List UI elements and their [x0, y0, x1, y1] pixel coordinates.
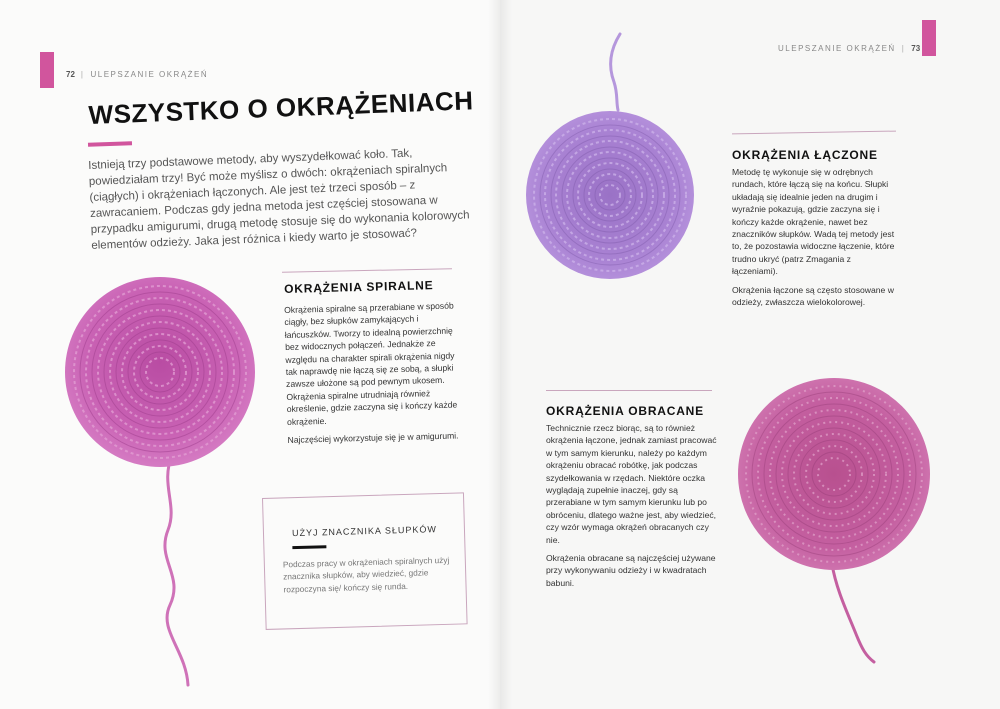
- left-page-number: 72: [66, 70, 75, 79]
- page-title: WSZYSTKO O OKRĄŻENIACH: [88, 85, 474, 130]
- turned-paragraph-2: Okrążenia obracane są najczęściej używane przy wykonywaniu odzieży i w kwadratach babuni.: [546, 553, 716, 588]
- title-accent-bar: [88, 141, 132, 147]
- joined-body: [732, 166, 898, 314]
- joined-paragraph-2: Okrążenia łączone są często stosowane w odzieży, zwłaszcza wielokolorowej.: [732, 284, 894, 308]
- left-running-head: ULEPSZANIE OKRĄŻEŃ: [90, 70, 209, 79]
- spiral-heading: OKRĄŻENIA SPIRALNE: [284, 278, 434, 296]
- joined-crochet-circle-image: [524, 30, 704, 290]
- spiral-crochet-circle-image: [60, 275, 270, 695]
- tip-title: UŻYJ ZNACZNIKA SŁUPKÓW: [291, 524, 438, 539]
- turned-section-rule: [546, 390, 712, 391]
- joined-section-rule: [732, 131, 896, 135]
- book-gutter-shadow: [488, 0, 512, 709]
- intro-paragraph: Istnieją trzy podstawowe metody, aby wyszydełkować koło. Tak, powiedziałam trzy! Być może myślisz o dwóch: okrążeniach spiralnych (ciągłych) i okrążeniach łączonych. Ale jest też trzeci sposób – z zawracaniem. Podczas gdy jedna metoda jest częściej stosowana w przypadku amigurumi, drugą metodę stosuje się do wykonania kolorowych elementów odzieży. Jaka jest różnica i kiedy warto je stosować?: [88, 147, 470, 252]
- page-tab-left: [40, 52, 54, 88]
- page-tab-right: [922, 20, 936, 56]
- tip-accent-bar: [292, 545, 326, 549]
- left-folio: 72 | ULEPSZANIE OKRĄŻEŃ: [66, 70, 209, 79]
- right-page-number: 73: [911, 44, 921, 53]
- spiral-paragraph-2: Najczęściej wykorzystuje się je w amigurumi.: [287, 430, 459, 446]
- turned-paragraph-1: Technicznie rzecz biorąc, są to również okrążenia łączone, jednak zamiast pracować w tym samym kierunku, należy po każdym okrążeniu obracać robótkę, jak podczas szydełkowania w rzędach. Niektóre oczka wyglądają zupełnie inaczej, gdy są przerabiane w tym samym kierunku lub po obróceniu, dlatego ważne jest, aby wiedzieć, czy wzór wymaga okrążeń obracanych czy nie.: [546, 423, 717, 545]
- tip-text: Podczas pracy w okrążeniach spiralnych użyj znacznika słupków, aby wiedzieć, gdzie rozpoczyna się/ kończy się runda.: [282, 554, 450, 595]
- joined-paragraph-1: Metodę tę wykonuje się w odrębnych rundach, które łączą się na końcu. Słupki układają się idealnie jeden na drugim i wyraźnie pokazują, gdzie zaczyna się i kończy każde okrążenie, nawet bez znaczników słupków. Wadą tej metody jest to, że pozostawia widoczne łączenie, które trudno ukryć (patrz Zmagania z łączeniami).: [732, 167, 895, 277]
- turned-heading: OKRĄŻENIA OBRACANE: [546, 404, 704, 418]
- tip-box: [262, 492, 468, 630]
- right-folio: ULEPSZANIE OKRĄŻEŃ | 73: [778, 44, 921, 53]
- spiral-body: [284, 299, 466, 452]
- joined-heading: OKRĄŻENIA ŁĄCZONE: [732, 148, 878, 162]
- right-running-head: ULEPSZANIE OKRĄŻEŃ: [778, 44, 896, 53]
- spiral-section-rule: [282, 268, 452, 273]
- turned-body: [546, 422, 722, 595]
- turned-crochet-circle-image: [732, 374, 942, 674]
- right-page: [500, 0, 1000, 709]
- spiral-paragraph-1: Okrążenia spiralne są przerabiane w sposób ciągły, bez słupków zamykających i łańcuszków. Tworzy to idealną powierzchnię bez widocznych połączeń. Jednakże ze względu na charakter spirali okrążenia nigdy tak naprawdę nie łączą się ze sobą, a słupki zawsze ułożone są pod pewnym ukosem. Okrążenia spiralne utrudniają również określenie, gdzie zaczyna się i kończy każde okrążenie.: [284, 300, 458, 427]
